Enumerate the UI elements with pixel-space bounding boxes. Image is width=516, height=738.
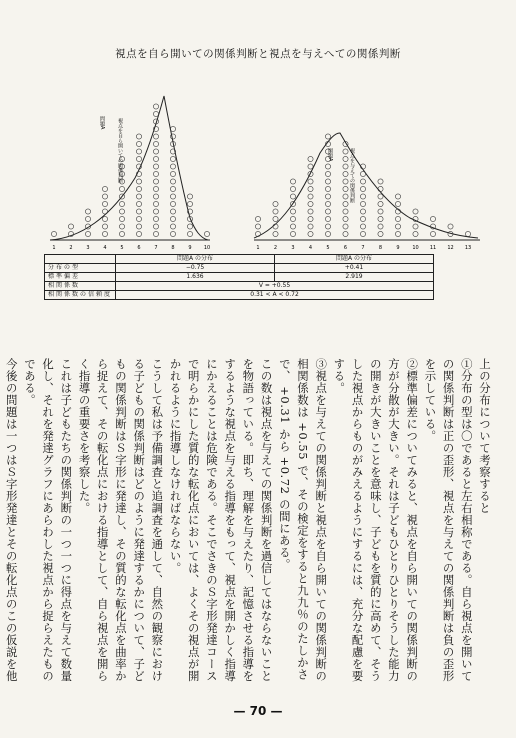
data-mark bbox=[378, 216, 383, 221]
data-mark bbox=[395, 224, 400, 229]
data-mark bbox=[430, 216, 435, 221]
x-tick-label: 12 bbox=[447, 245, 454, 251]
data-mark bbox=[119, 201, 124, 206]
data-mark bbox=[343, 216, 348, 221]
data-mark bbox=[102, 186, 107, 191]
data-mark bbox=[85, 231, 90, 236]
data-mark bbox=[204, 231, 209, 236]
left-series-label: 視点を自ら開いての関係判断 bbox=[117, 118, 123, 183]
data-mark bbox=[465, 231, 470, 236]
data-mark bbox=[378, 231, 383, 236]
data-mark bbox=[378, 194, 383, 199]
stats-merged-row: 相関係数 V = +0.55 bbox=[45, 282, 434, 291]
right-series-label: 視点を与えての関係判断 bbox=[349, 148, 355, 203]
stats-row: 分布の型 −0.75 +0.41 bbox=[45, 264, 434, 273]
data-mark bbox=[136, 141, 141, 146]
left-data-marks bbox=[51, 104, 209, 237]
data-mark bbox=[136, 179, 141, 184]
x-tick-label: 10 bbox=[412, 245, 419, 251]
data-mark bbox=[170, 156, 175, 161]
data-mark bbox=[170, 224, 175, 229]
data-mark bbox=[136, 231, 141, 236]
data-mark bbox=[170, 126, 175, 131]
data-mark bbox=[413, 209, 418, 214]
data-mark bbox=[343, 156, 348, 161]
data-mark bbox=[153, 224, 158, 229]
data-mark bbox=[255, 224, 260, 229]
body-paragraph: ③視点を与えての関係判断と視点を自ら開いての関係判断の相関係数は +0.55 で、その検定をすると九九％のたしかさで、 +0.31 から +0.72 の間にある。 bbox=[277, 358, 329, 682]
left-distribution-curve bbox=[50, 96, 208, 240]
data-mark bbox=[378, 179, 383, 184]
data-mark bbox=[395, 201, 400, 206]
data-mark bbox=[378, 186, 383, 191]
data-mark bbox=[290, 216, 295, 221]
data-mark bbox=[136, 134, 141, 139]
stats-header-right: 問題A の分布 bbox=[275, 255, 434, 264]
data-mark bbox=[187, 224, 192, 229]
data-mark bbox=[325, 201, 330, 206]
data-mark bbox=[153, 231, 158, 236]
data-mark bbox=[170, 134, 175, 139]
data-mark bbox=[325, 134, 330, 139]
data-mark bbox=[153, 111, 158, 116]
data-mark bbox=[102, 201, 107, 206]
data-mark bbox=[136, 186, 141, 191]
left-x-ticks bbox=[52, 245, 210, 251]
data-mark bbox=[308, 231, 313, 236]
stats-header-row bbox=[45, 255, 434, 264]
x-tick-label: 7 bbox=[361, 245, 365, 251]
data-mark bbox=[102, 216, 107, 221]
data-mark bbox=[360, 201, 365, 206]
body-paragraph: こうして私は予備調査と追調査を通して、自然の観察における子どもの関係判断はどのように発達するかについて、子どもの関係判断はＳ字形に発達し、その質的な転化点を曲率から捉えて、その転化点における指導として、自ら視点を開らく指導の重要さを考察した。 bbox=[77, 358, 165, 682]
data-mark bbox=[170, 209, 175, 214]
data-mark bbox=[170, 231, 175, 236]
data-mark bbox=[308, 216, 313, 221]
data-mark bbox=[413, 224, 418, 229]
x-tick-label: 2 bbox=[69, 245, 73, 251]
data-mark bbox=[343, 186, 348, 191]
x-tick-label: 3 bbox=[291, 245, 295, 251]
x-tick-label: 3 bbox=[86, 245, 90, 251]
stats-row: 標準偏差 1.636 2.919 bbox=[45, 273, 434, 282]
data-mark bbox=[290, 179, 295, 184]
data-mark bbox=[153, 186, 158, 191]
data-mark bbox=[290, 224, 295, 229]
data-mark bbox=[170, 164, 175, 169]
data-mark bbox=[170, 201, 175, 206]
data-mark bbox=[308, 186, 313, 191]
x-tick-label: 1 bbox=[256, 245, 260, 251]
data-mark bbox=[102, 194, 107, 199]
data-mark bbox=[273, 201, 278, 206]
data-mark bbox=[325, 186, 330, 191]
data-mark bbox=[153, 209, 158, 214]
data-mark bbox=[308, 194, 313, 199]
data-mark bbox=[153, 194, 158, 199]
data-mark bbox=[170, 194, 175, 199]
data-mark bbox=[343, 201, 348, 206]
data-mark bbox=[325, 209, 330, 214]
data-mark bbox=[343, 194, 348, 199]
data-mark bbox=[119, 231, 124, 236]
data-mark bbox=[308, 224, 313, 229]
data-mark bbox=[85, 216, 90, 221]
data-mark bbox=[153, 216, 158, 221]
right-x-ticks bbox=[256, 245, 471, 251]
data-mark bbox=[325, 179, 330, 184]
x-tick-label: 11 bbox=[429, 245, 437, 251]
data-mark bbox=[136, 224, 141, 229]
x-tick-label: 5 bbox=[326, 245, 330, 251]
data-mark bbox=[325, 216, 330, 221]
x-tick-label: 2 bbox=[273, 245, 278, 251]
data-mark bbox=[413, 231, 418, 236]
data-mark bbox=[170, 216, 175, 221]
data-mark bbox=[153, 104, 158, 109]
x-tick-label: 6 bbox=[137, 245, 141, 251]
data-mark bbox=[85, 209, 90, 214]
data-mark bbox=[153, 149, 158, 154]
data-mark bbox=[136, 209, 141, 214]
data-mark bbox=[360, 194, 365, 199]
data-mark bbox=[325, 164, 330, 169]
data-mark bbox=[325, 171, 330, 176]
data-mark bbox=[170, 171, 175, 176]
body-paragraph: 今後の問題は一つはＳ字形発達とその転化点のこの仮説を他 bbox=[4, 358, 19, 682]
data-mark bbox=[395, 216, 400, 221]
data-mark bbox=[360, 171, 365, 176]
data-mark bbox=[395, 194, 400, 199]
data-mark bbox=[136, 194, 141, 199]
right-distribution-curve bbox=[254, 133, 478, 238]
x-tick-label: 9 bbox=[188, 245, 192, 251]
data-mark bbox=[153, 156, 158, 161]
data-mark bbox=[153, 134, 158, 139]
stats-header-left: 問題A の分布 bbox=[116, 255, 275, 264]
body-paragraph: この数は視点を与えての関係判断を過信してはならないことを物語っている。即ち、理解を与えたり、記憶させる指導をするような視点を与える指導をもって、視点を開かしく指導にかえることは危険である。そこでさきのＳ字形発達コースで明らかにした質的な転化点においては、よくその視点が開かれるように指導しなければならない。 bbox=[168, 358, 274, 682]
data-mark bbox=[153, 179, 158, 184]
data-mark bbox=[153, 164, 158, 169]
data-mark bbox=[153, 201, 158, 206]
body-paragraph: ②標準偏差についてみると、視点を自ら開いての関係判断の方が分散が大きい。それは子どもひとりひとりそうした能力の開きが大きいことを意味し、子どもを質的に高めて、そうした視点からものがみえるようにするには、充分な配慮を要する。 bbox=[332, 358, 420, 682]
data-mark bbox=[308, 179, 313, 184]
data-mark bbox=[102, 224, 107, 229]
data-mark bbox=[378, 224, 383, 229]
body-paragraph: 上の分布について考察すると bbox=[478, 358, 492, 514]
data-mark bbox=[308, 164, 313, 169]
data-mark bbox=[378, 201, 383, 206]
data-mark bbox=[119, 224, 124, 229]
data-mark bbox=[360, 179, 365, 184]
data-mark bbox=[187, 231, 192, 236]
data-mark bbox=[360, 186, 365, 191]
data-mark bbox=[360, 216, 365, 221]
right-data-marks bbox=[255, 134, 470, 237]
data-mark bbox=[290, 186, 295, 191]
body-paragraph: これは子どもたちの関係判断の一つ一つに得点を与えて数量化し、それを発達グラフにあらわした視点から捉らえたものである。 bbox=[22, 358, 74, 682]
data-mark bbox=[187, 194, 192, 199]
x-tick-label: 4 bbox=[308, 245, 313, 251]
x-tick-label: 10 bbox=[203, 245, 211, 251]
x-tick-label: 9 bbox=[396, 245, 400, 251]
data-mark bbox=[448, 224, 453, 229]
x-tick-label: 8 bbox=[171, 245, 175, 251]
data-mark bbox=[153, 141, 158, 146]
data-mark bbox=[343, 149, 348, 154]
body-paragraph: ①分布の型は〇であると左右相称である。自ら視点を開いての関係判断は正の歪形、視点を与えての関係判断は負の歪形を示している。 bbox=[423, 358, 474, 682]
x-tick-label: 6 bbox=[343, 245, 348, 251]
right-problem-label: 問題A bbox=[327, 148, 333, 162]
data-mark bbox=[308, 201, 313, 206]
data-mark bbox=[290, 231, 295, 236]
data-mark bbox=[119, 186, 124, 191]
data-mark bbox=[102, 231, 107, 236]
data-mark bbox=[290, 194, 295, 199]
data-mark bbox=[308, 156, 313, 161]
x-tick-label: 8 bbox=[378, 245, 383, 251]
data-mark bbox=[360, 224, 365, 229]
data-mark bbox=[273, 216, 278, 221]
stats-merged-row: 相関係数の信頼度 0.31 < A < 0.72 bbox=[45, 291, 434, 300]
data-mark bbox=[343, 179, 348, 184]
data-mark bbox=[102, 209, 107, 214]
statistics-table bbox=[44, 254, 434, 300]
data-mark bbox=[119, 216, 124, 221]
figure-title: 視点を自ら開いての関係判断と視点を与えへての関係判断 bbox=[115, 48, 401, 60]
data-mark bbox=[395, 231, 400, 236]
data-mark bbox=[255, 216, 260, 221]
data-mark bbox=[343, 224, 348, 229]
data-mark bbox=[378, 209, 383, 214]
data-mark bbox=[136, 201, 141, 206]
data-mark bbox=[273, 209, 278, 214]
data-mark bbox=[136, 216, 141, 221]
data-mark bbox=[343, 171, 348, 176]
data-mark bbox=[325, 231, 330, 236]
data-mark bbox=[119, 209, 124, 214]
data-mark bbox=[68, 224, 73, 229]
data-mark bbox=[343, 164, 348, 169]
x-tick-label: 4 bbox=[103, 245, 107, 251]
vertical-body-text bbox=[4, 358, 494, 690]
data-mark bbox=[360, 231, 365, 236]
page-number: — 70 — bbox=[233, 704, 283, 718]
data-mark bbox=[136, 156, 141, 161]
data-mark bbox=[273, 231, 278, 236]
data-mark bbox=[430, 231, 435, 236]
x-tick-label: 1 bbox=[52, 245, 56, 251]
data-mark bbox=[360, 209, 365, 214]
data-mark bbox=[51, 231, 56, 236]
data-mark bbox=[325, 194, 330, 199]
data-mark bbox=[170, 186, 175, 191]
data-mark bbox=[343, 209, 348, 214]
x-tick-label: 7 bbox=[154, 245, 158, 251]
x-tick-label: 5 bbox=[120, 245, 124, 251]
data-mark bbox=[308, 209, 313, 214]
data-mark bbox=[343, 231, 348, 236]
data-mark bbox=[290, 209, 295, 214]
data-mark bbox=[187, 201, 192, 206]
data-mark bbox=[170, 179, 175, 184]
data-mark bbox=[153, 171, 158, 176]
data-mark bbox=[136, 149, 141, 154]
x-tick-label: 13 bbox=[464, 245, 472, 251]
left-problem-label: 問題A bbox=[99, 116, 105, 130]
data-mark bbox=[325, 224, 330, 229]
